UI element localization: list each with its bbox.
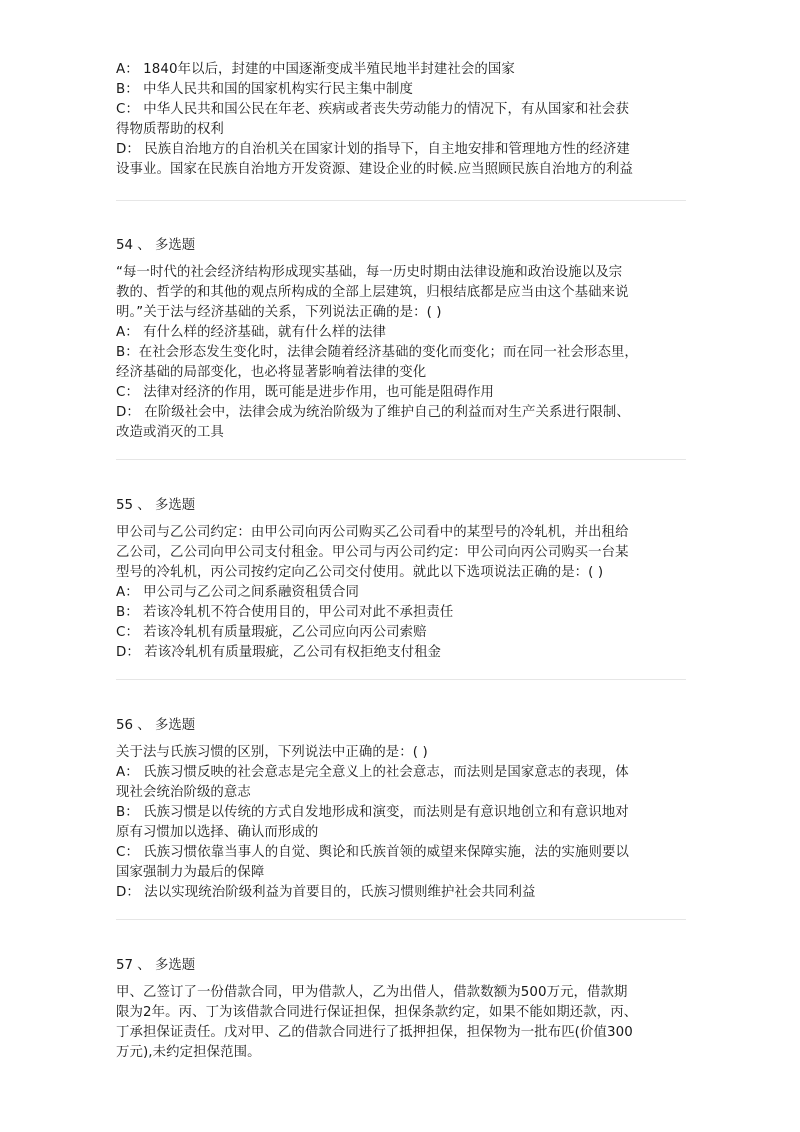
question-line: 原有习惯加以选择、确认而形成的	[116, 825, 319, 840]
question-header: 55 、 多选题	[116, 498, 196, 513]
option-line: D： 民族自治地方的自治机关在国家计划的指导下，自主地安排和管理地方性的经济建	[116, 142, 630, 157]
divider	[116, 679, 686, 680]
question-line: 甲公司与乙公司约定：由甲公司向丙公司购买乙公司看中的某型号的冷轧机，并出租给	[116, 525, 629, 540]
question-line: A： 甲公司与乙公司之间系融资租赁合同	[116, 585, 359, 600]
question-line: 丁承担保证责任。戊对甲、乙的借款合同进行了抵押担保，担保物为一批布匹(价值300	[116, 1025, 633, 1040]
question-line: C： 若该冷轧机有质量瑕疵，乙公司应向丙公司索赔	[116, 625, 427, 640]
divider	[116, 919, 686, 920]
option-line: 得物质帮助的权利	[116, 122, 224, 137]
question-line: D： 若该冷轧机有质量瑕疵，乙公司有权拒绝支付租金	[116, 645, 442, 660]
question-line: C： 法律对经济的作用，既可能是进步作用，也可能是阻碍作用	[116, 385, 495, 400]
question-55	[116, 496, 686, 663]
question-line: 现社会统治阶级的意志	[116, 785, 251, 800]
question-line: 经济基础的局部变化，也必将显著影响着法律的变化	[116, 365, 427, 380]
option-line: C： 中华人民共和国公民在年老、疾病或者丧失劳动能力的情况下，有从国家和社会获	[116, 102, 629, 117]
question-line: D： 法以实现统治阶级利益为首要目的，氏族习惯则维护社会共同利益	[116, 885, 536, 900]
question-line: B： 氏族习惯是以传统的方式自发地形成和演变，而法则是有意识地创立和有意识地对	[116, 805, 629, 820]
question-line: B： 若该冷轧机不符合使用目的，甲公司对此不承担责任	[116, 605, 454, 620]
option-line: B： 中华人民共和国的国家机构实行民主集中制度	[116, 82, 413, 97]
question-line: A： 氏族习惯反映的社会意志是完全意义上的社会意志，而法则是国家意志的表现，体	[116, 765, 629, 780]
question-57	[116, 956, 686, 1063]
option-line: A： 1840年以后，封建的中国逐渐变成半殖民地半封建社会的国家	[116, 62, 515, 77]
question-header: 56 、 多选题	[116, 718, 196, 733]
question-line: 乙公司，乙公司向甲公司支付租金。甲公司与丙公司约定：甲公司向丙公司购买一台某	[116, 545, 629, 560]
question-54	[116, 236, 686, 443]
question-line: 万元),未约定担保范围。	[116, 1045, 261, 1060]
option-line: 设事业。国家在民族自治地方开发资源、建设企业的时候.应当照顾民族自治地方的利益	[116, 162, 633, 177]
question-header: 54 、 多选题	[116, 238, 196, 253]
question-56	[116, 716, 686, 903]
question-line: 教的、哲学的和其他的观点所构成的全部上层建筑，归根结底都是应当由这个基础来说	[116, 285, 629, 300]
question-line: D： 在阶级社会中，法律会成为统治阶级为了维护自己的利益而对生产关系进行限制、	[116, 405, 630, 420]
question-line: 甲、乙签订了一份借款合同，甲为借款人，乙为出借人，借款数额为500万元，借款期	[116, 985, 628, 1000]
question-header: 57 、 多选题	[116, 958, 196, 973]
question-line: 型号的冷轧机，丙公司按约定向乙公司交付使用。就此以下选项说法正确的是：( )	[116, 565, 604, 580]
question-line: 关于法与氏族习惯的区别，下列说法中正确的是：( )	[116, 745, 428, 760]
question-line: 明。”关于法与经济基础的关系，下列说法正确的是：( )	[116, 305, 442, 320]
prev-question-options	[116, 60, 686, 180]
question-line: 改造或消灭的工具	[116, 425, 224, 440]
question-line: 国家强制力为最后的保障	[116, 865, 265, 880]
question-line: B：在社会形态发生变化时，法律会随着经济基础的变化而变化；而在同一社会形态里，	[116, 345, 638, 360]
question-line: 限为2年。丙、丁为该借款合同进行保证担保，担保条款约定，如果不能如期还款，丙、	[116, 1005, 638, 1020]
divider	[116, 459, 686, 460]
question-line: A： 有什么样的经济基础，就有什么样的法律	[116, 325, 386, 340]
divider	[116, 200, 686, 201]
question-line: C： 氏族习惯依靠当事人的自觉、舆论和氏族首领的威望来保障实施，法的实施则要以	[116, 845, 629, 860]
question-line: “每一时代的社会经济结构形成现实基础，每一历史时期由法律设施和政治设施以及宗	[116, 265, 623, 280]
